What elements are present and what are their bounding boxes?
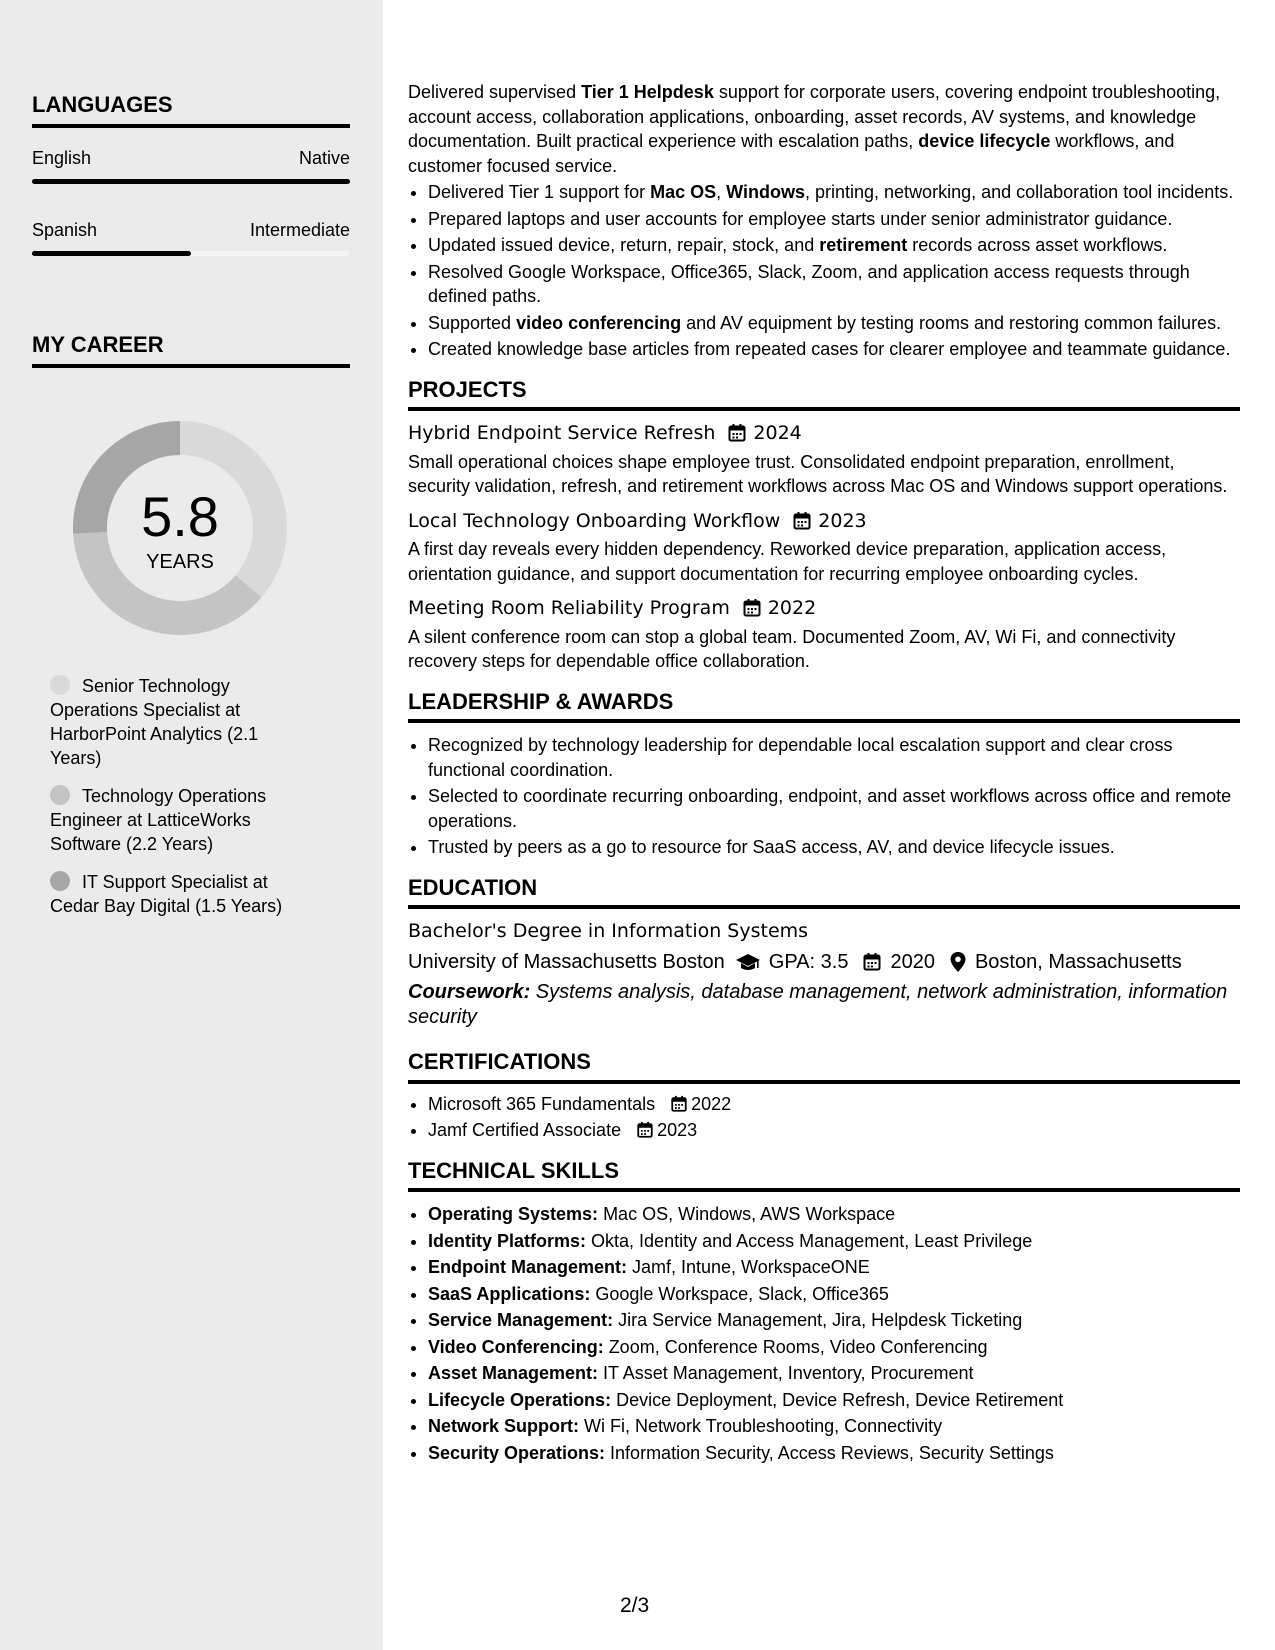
education-details [408,950,1240,975]
skill-item: • Identity Platforms: Okta, Identity and Access Management, Least Privilege [428,1229,1240,1254]
languages-heading: LANGUAGES [32,92,350,128]
certification-item [428,1118,1240,1143]
leadership-heading: LEADERSHIP & AWARDS [408,690,1240,724]
skill-item: • Asset Management: IT Asset Management, Inventory, Procurement [428,1361,1240,1386]
certifications-list [408,1092,1240,1143]
experience-bullet: • Resolved Google Workspace, Office365, Slack, Zoom, and application access requests through defined paths. [428,260,1240,309]
language-name: Spanish [32,220,98,240]
project-item [408,509,1240,587]
certification-year: 2023 [657,1120,698,1140]
education-year: 2020 [890,950,935,973]
career-donut-chart [66,414,294,642]
skill-item: • Lifecycle Operations: Device Deployment, Device Refresh, Device Retirement [428,1388,1240,1413]
calendar-icon [792,511,812,531]
education-heading: EDUCATION [408,876,1240,910]
leadership-item: • Recognized by technology leadership for dependable local escalation support and clear cross functional coordination. [428,733,1240,782]
education-gpa: GPA: 3.5 [768,950,849,973]
legend-dot [50,871,70,891]
language-name: English [32,148,92,168]
career-role-text: Senior Technology Operations Specialist at HarborPoint Analytics (2.1 Years) [50,676,259,768]
experience-bullet: • Updated issued device, return, repair, stock, and retirement records across asset workflows. [428,233,1240,258]
skills-list [408,1202,1240,1465]
career-total-years: 5.8 [141,485,219,548]
location-pin-icon [949,951,967,973]
project-item [408,596,1240,674]
language-level: Intermediate [249,220,350,240]
career-heading: MY CAREER [32,332,350,368]
project-description: A first day reveals every hidden dependency. Reworked device preparation, application access, orientation guidance, and support documentation for recurring employee onboarding cycles. [408,539,1167,584]
career-role-text: Technology Operations Engineer at LatticeWorks Software (2.2 Years) [50,786,267,854]
calendar-icon [670,1095,688,1113]
certification-name: Microsoft 365 Fundamentals [428,1093,656,1114]
project-year: 2024 [753,422,802,444]
project-title: Local Technology Onboarding Workflow [408,509,781,532]
language-proficiency-bar [32,179,350,184]
calendar-icon [727,423,747,443]
education-degree: Bachelor's Degree in Information Systems [408,920,809,942]
career-legend [50,674,310,932]
main-content [408,80,1240,1467]
experience-bullet: • Delivered Tier 1 support for Mac OS, Windows, printing, networking, and collaboration tool incidents. [428,180,1240,205]
experience-bullet: • Created knowledge base articles from repeated cases for clearer employee and teammate guidance. [428,337,1240,362]
certifications-heading: CERTIFICATIONS [408,1050,1240,1084]
language-level: Native [298,148,350,168]
project-title: Hybrid Endpoint Service Refresh [408,422,716,444]
certification-year: 2022 [691,1093,732,1114]
career-legend-item [50,674,310,770]
experience-bullets [408,180,1240,362]
language-item [32,220,350,256]
skill-item: • Video Conferencing: Zoom, Conference Rooms, Video Conferencing [428,1335,1240,1360]
calendar-icon [862,952,882,972]
skill-item: • Operating Systems: Mac OS, Windows, AWS Workspace [428,1202,1240,1227]
projects-heading: PROJECTS [408,378,1240,412]
project-description: A silent conference room can stop a global team. Documented Zoom, AV, Wi Fi, and connectivity recovery steps for dependable office collaboration. [408,626,1176,671]
career-legend-item [50,870,310,918]
education-coursework: Coursework: Systems analysis, database management, network administration, information security [408,981,1228,1028]
project-year: 2022 [767,597,817,619]
certification-item [428,1092,1240,1117]
project-title: Meeting Room Reliability Program [408,597,730,619]
experience-bullet: • Prepared laptops and user accounts for employee starts under senior administrator guidance. [428,207,1240,232]
project-item [408,421,1240,499]
skill-item: • SaaS Applications: Google Workspace, Slack, Office365 [428,1282,1240,1307]
legend-dot [50,785,70,805]
leadership-item: • Selected to coordinate recurring onboarding, endpoint, and asset workflows across office and remote operations. [428,784,1240,833]
languages-section [32,92,350,256]
language-proficiency-fill [32,179,350,184]
language-proficiency-bar [32,251,350,256]
project-description: Small operational choices shape employee trust. Consolidated endpoint preparation, enrollment, security validation, refresh, and retirement workflows across Mac OS and Windows support operations. [408,451,1228,496]
graduation-cap-icon [735,952,761,972]
certification-name: Jamf Certified Associate [428,1120,622,1140]
leadership-item: • Trusted by peers as a go to resource for SaaS access, AV, and device lifecycle issues. [428,835,1240,860]
career-years-label: YEARS [146,551,214,573]
skill-item: • Service Management: Jira Service Management, Jira, Helpdesk Ticketing [428,1308,1240,1333]
leadership-list [408,733,1240,860]
language-proficiency-fill [32,251,191,256]
career-role-text: IT Support Specialist at Cedar Bay Digital (1.5 Years) [50,872,283,916]
calendar-icon [636,1121,654,1139]
legend-dot [50,675,70,695]
education-location: Boston, Massachusetts [974,950,1182,973]
skill-item: • Endpoint Management: Jamf, Intune, WorkspaceONE [428,1255,1240,1280]
skill-item: • Network Support: Wi Fi, Network Troubleshooting, Connectivity [428,1414,1240,1439]
page-number: 2/3 [620,1594,650,1617]
project-year: 2023 [818,509,867,532]
career-legend-item [50,784,310,856]
skills-heading: TECHNICAL SKILLS [408,1159,1240,1193]
education-school: University of Massachusetts Boston [408,950,725,973]
language-item [32,148,350,184]
sidebar [0,0,383,1650]
career-section [32,332,350,368]
experience-summary: Delivered supervised Tier 1 Helpdesk support for corporate users, covering endpoint troubleshooting, account access, collaboration applications, onboarding, asset records, AV systems, and knowledge documentation. Built practical experience with escalation paths, device lifecycle workflows, and customer focused service. [408,82,1221,176]
skill-item: • Security Operations: Information Security, Access Reviews, Security Settings [428,1441,1240,1466]
calendar-icon [742,598,762,618]
experience-bullet: • Supported video conferencing and AV equipment by testing rooms and restoring common failures. [428,311,1240,336]
